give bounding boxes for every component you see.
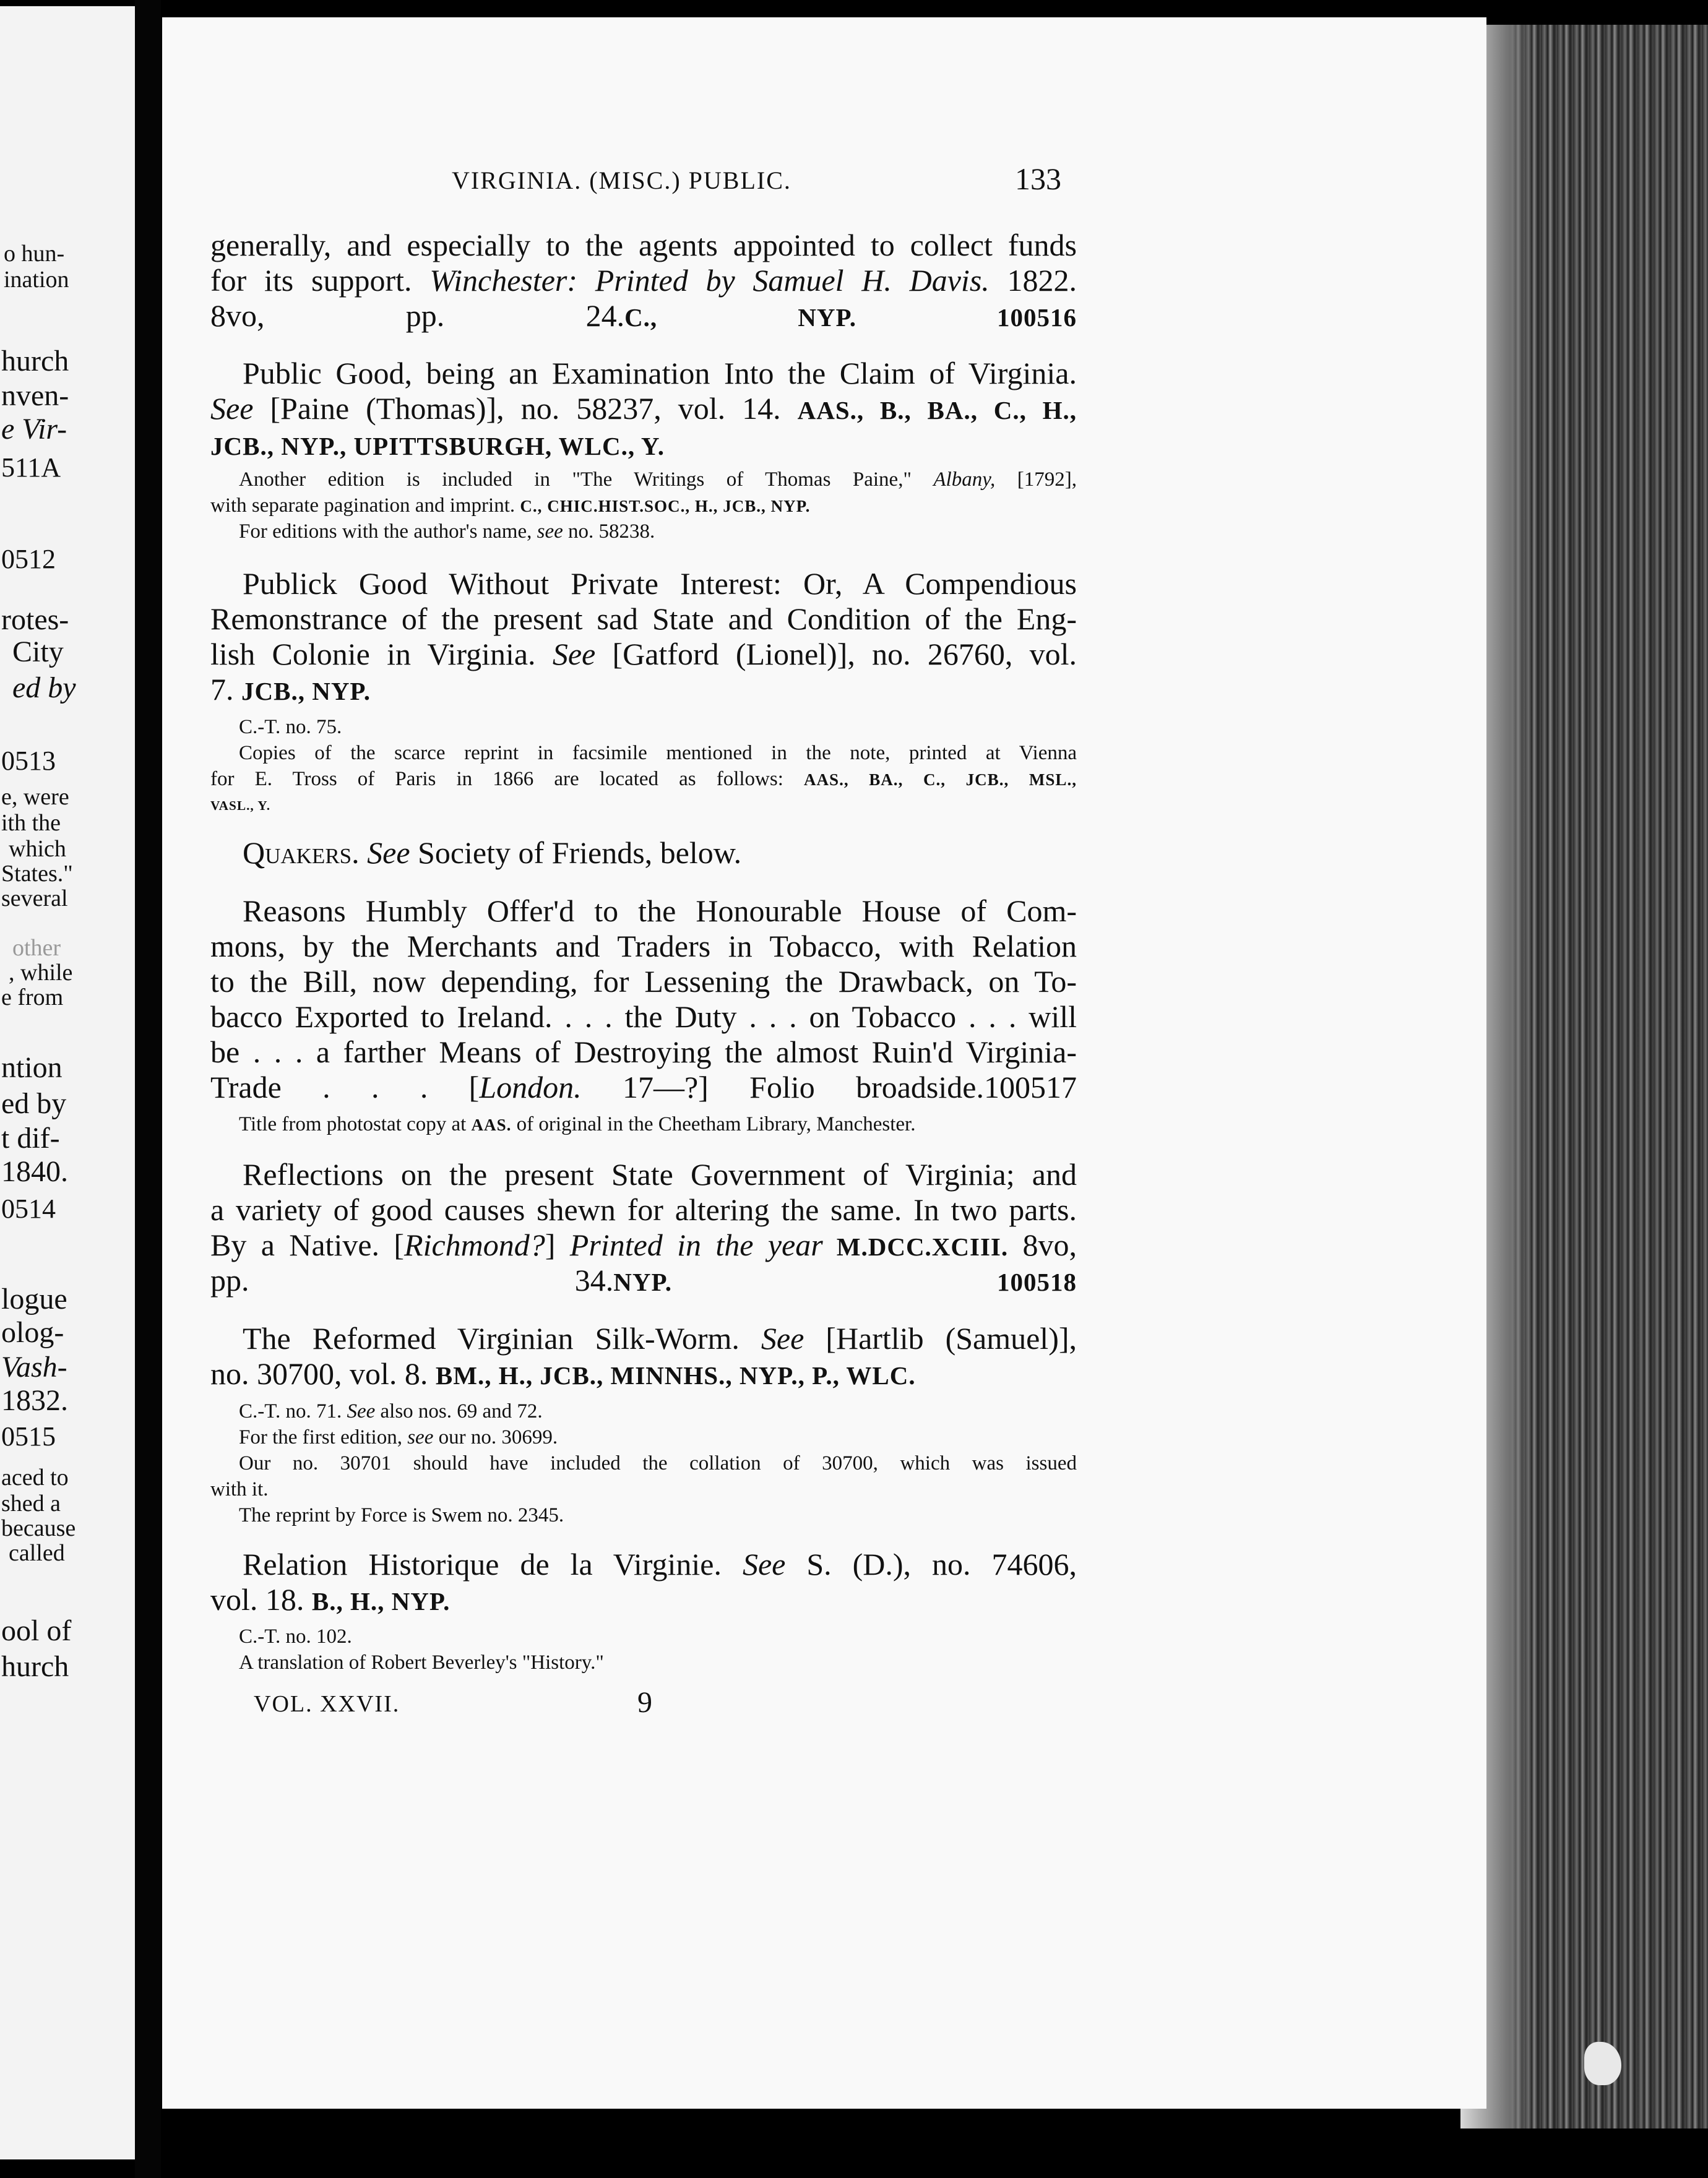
entry-4-line: be . . . a farther Means of Destroying the almost Ruin'd Virginia- [210,1035,1077,1069]
entry-7-title: Relation Historique de la Virginie. See S. (D.), no. 74606, [243,1547,1077,1582]
entry-2-note: for E. Tross of Paris in 1866 are located as follows: AAS., BA., C., JCB., MSL., [210,768,1077,790]
volume-footer: VOL. XXVII. [254,1691,400,1717]
left-fragment: nven- [1,379,69,412]
entry-1-line: See [Paine (Thomas)], no. 58237, vol. 14. AAS., B., BA., C., H., [210,391,1077,426]
left-fragment: e Vir- [1,413,67,446]
left-fragment: rotes- [1,603,69,636]
entry-5-line: a variety of good causes shewn for altering the same. In two parts. [210,1192,1077,1227]
entry-4-line: mons, by the Merchants and Traders in Tobacco, with Relation [210,929,1077,963]
entry-6-note: The reprint by Force is Swem no. 2345. [239,1504,564,1526]
left-fragment: 0515 [1,1421,56,1452]
entry-2-title: Publick Good Without Private Interest: Or, A Compendious [243,566,1077,601]
entry-6-note: C.-T. no. 71. See also nos. 69 and 72. [239,1400,543,1423]
entry-1-note: For editions with the author's name, see no. 58238. [239,520,655,543]
entry-7-note: C.-T. no. 102. [239,1625,352,1648]
left-fragment: shed a [1,1491,61,1517]
left-fragment: 1832. [1,1384,68,1417]
entry-0-line: for its support. Winchester: Printed by Samuel H. Davis. 1822. [210,263,1077,298]
left-fragment: ination [4,267,69,293]
left-fragment: Vash- [1,1351,67,1384]
entry-1-locations: JCB., NYP., UPITTSBURGH, WLC., Y. [210,432,665,460]
running-title: VIRGINIA. (MISC.) PUBLIC. [452,166,791,194]
left-fragment: because [1,1515,76,1541]
page-number: 133 [1015,161,1061,196]
left-fragment: called [9,1540,65,1566]
left-fragment: hurch [1,345,69,377]
entry-1-title: Public Good, being an Examination Into the Claim of Virginia. [243,356,1077,390]
entry-6-title: The Reformed Virginian Silk-Worm. See [Hartlib (Samuel)], [243,1321,1077,1356]
entry-2-line: lish Colonie in Virginia. See [Gatford (Lionel)], no. 26760, vol. [210,637,1077,671]
entry-3-cross-reference: Quakers. See Society of Friends, below. [243,835,742,870]
entry-7-note: A translation of Robert Beverley's "History." [239,1651,604,1674]
left-fragment: olog- [1,1316,64,1349]
entry-6-note: For the first edition, see our no. 30699. [239,1426,558,1448]
facing-page-fragment [0,6,135,2159]
entry-1-note: with separate pagination and imprint. C., CHIC.HIST.SOC., H., JCB., NYP. [210,494,811,517]
left-fragment: which [9,836,66,862]
left-fragment: o hun- [4,241,65,267]
entry-2-line: 7. JCB., NYP. [210,672,371,707]
book-gutter [135,0,161,2178]
left-fragment: ool of [1,1614,72,1647]
entry-5-title: Reflections on the present State Government of Virginia; and [243,1157,1077,1192]
entry-4-line: to the Bill, now depending, for Lessening the Drawback, on To- [210,964,1077,999]
left-fragment: ed by [1,1087,67,1120]
left-fragment: several [1,885,68,911]
entry-4-note: Title from photostat copy at AAS. of original in the Cheetham Library, Manchester. [239,1113,916,1135]
left-fragment: City [12,635,64,668]
left-fragment: logue [1,1283,67,1315]
left-fragment: 1840. [1,1155,68,1188]
entry-6-note: Our no. 30701 should have included the collation of 30700, which was issued [239,1452,1077,1474]
entry-1-note: Another edition is included in "The Writings of Thomas Paine," Albany, [1792], [239,468,1077,491]
left-fragment: e, were [1,784,69,810]
entry-5-line: By a Native. [Richmond?] Printed in the year M.DCC.XCIII. 8vo, [210,1228,1077,1262]
entry-2-note: C.-T. no. 75. [239,716,342,738]
left-fragment: ed by [12,671,76,704]
entry-4-line: bacco Exported to Ireland. . . . the Duty . . . on Tobacco . . . will [210,999,1077,1034]
left-fragment: 511A [1,452,61,483]
entry-6-note: with it. [210,1478,269,1500]
entry-4-title: Reasons Humbly Offer'd to the Honourable House of Com- [243,893,1077,928]
entry-4-line: Trade . . . [London. 17—?] Folio broadside.100517 [210,1070,1077,1104]
left-fragment: hurch [1,1650,69,1683]
left-fragment: other [12,935,61,961]
left-fragment: ith the [1,810,61,836]
left-fragment: aced to [1,1465,69,1491]
entry-0-line: generally, and especially to the agents appointed to collect funds [210,228,1077,262]
left-fragment: 0514 [1,1194,56,1224]
signature-mark: 9 [637,1686,652,1719]
entry-6-line: no. 30700, vol. 8. BM., H., JCB., MINNHS., NYP., P., WLC. [210,1356,916,1391]
entry-0-line: 8vo, pp. 24.C., NYP. 100516 [210,298,1077,333]
left-fragment: 0512 [1,544,56,574]
entry-2-line: Remonstrance of the present sad State and Condition of the Eng- [210,601,1077,636]
entry-2-note: Copies of the scarce reprint in facsimile mentioned in the note, printed at Vienna [239,742,1077,764]
entry-2-note: VASL., Y. [210,798,271,813]
left-fragment: e from [1,984,64,1010]
left-fragment: , while [9,960,73,986]
left-fragment: t dif- [1,1122,60,1155]
entry-5-line: pp. 34.NYP. 100518 [210,1263,1077,1298]
left-fragment: 0513 [1,746,56,776]
left-fragment: States." [1,861,73,887]
left-fragment: ntion [1,1051,63,1084]
entry-7-line: vol. 18. B., H., NYP. [210,1582,451,1617]
